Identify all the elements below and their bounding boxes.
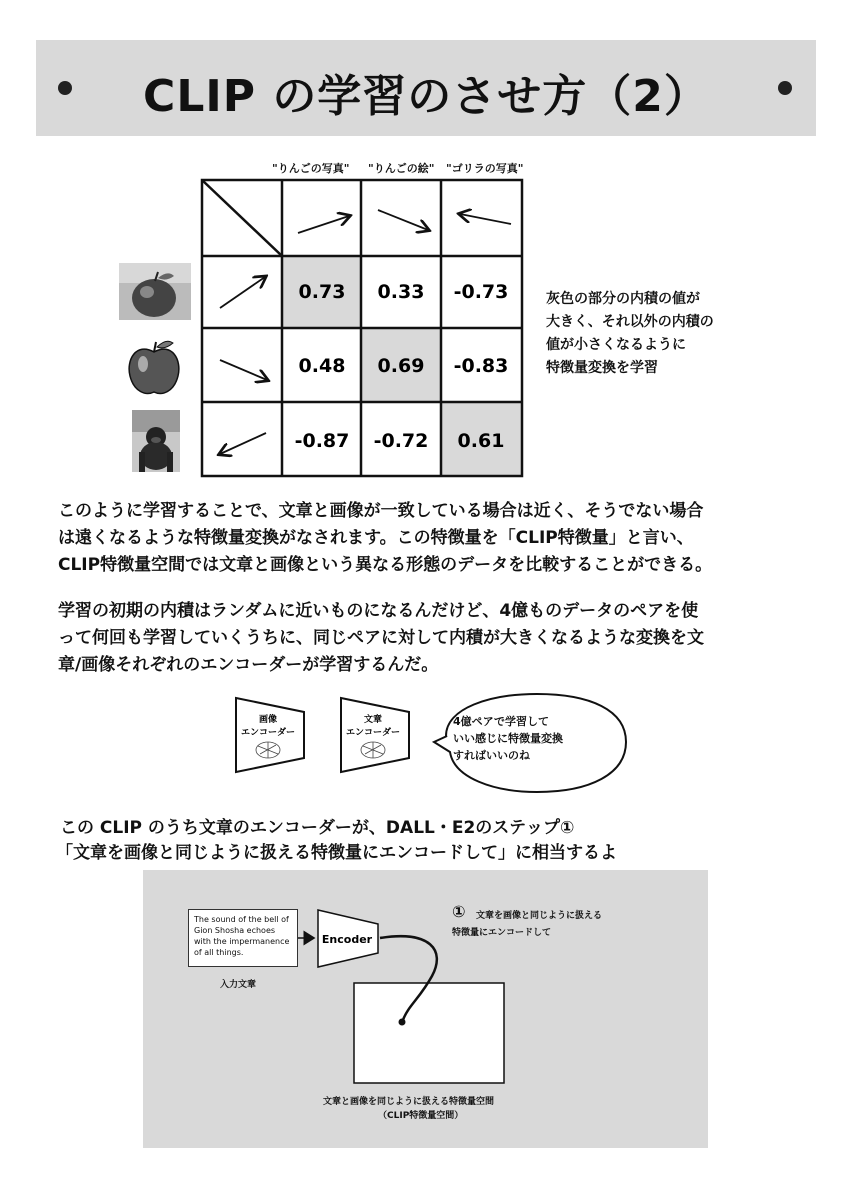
step-text-line-2: 特徴量にエンコードして xyxy=(452,928,552,938)
feature-space-box xyxy=(354,983,504,1083)
column-label-apple-drawing: "りんごの絵" xyxy=(368,162,435,175)
encoder-label: Encoder xyxy=(321,933,373,946)
svg-text:エンコーダー: エンコーダー xyxy=(345,728,401,738)
step-text-line-1: 文章を画像と同じように扱える xyxy=(476,911,603,921)
matrix-cell: -0.83 xyxy=(453,355,509,377)
input-text-box: The sound of the bell of Gion Shosha echoes with the impermanence of all things. xyxy=(188,909,298,967)
embedding-point-icon xyxy=(399,1019,406,1026)
paragraph-explanation: このように学習することで、文章と画像が一致している場合は近く、そうでない場合 は遠くなるような特徴量変換がなされます。この特徴量を「CLIP特徴量」と言い、 CLIP特徴量空間では文章と画像という異なる形態のデータを比較することができる。 xyxy=(58,501,713,575)
column-label-gorilla-photo: "ゴリラの写真" xyxy=(446,162,524,175)
matrix-cell: 0.69 xyxy=(377,355,425,377)
matrix-cell: 0.48 xyxy=(298,355,346,377)
feature-space-label: 文章と画像を同じように扱える特徴量空間 xyxy=(323,1097,495,1107)
page-title: CLIP の学習のさせ方（2） xyxy=(143,71,709,122)
svg-text:画像: 画像 xyxy=(258,715,278,725)
feature-space-sublabel: （CLIP特徴量空間） xyxy=(378,1111,464,1121)
step-line-2: 「文章を画像と同じように扱える特徴量にエンコードして」に相当するよ xyxy=(56,843,617,863)
matrix-cell: 0.61 xyxy=(457,430,505,452)
matrix-cell: -0.72 xyxy=(373,430,429,452)
step-number-badge: ① xyxy=(452,902,466,921)
side-note: 灰色の部分の内積の値が 大きく、それ以外の内積の 値が小さくなるように 特徴量変換を学習 xyxy=(546,291,714,376)
column-label-apple-photo: "りんごの写真" xyxy=(272,162,350,175)
matrix-cell: 0.73 xyxy=(298,281,346,303)
paragraph-training: 学習の初期の内積はランダムに近いものになるんだけど、4億ものデータのペアを使 って何回も学習していくうちに、同じペアに対して内積が大きくなるような変換を文 章/画像それぞれのエンコーダーが学習するんだ。 xyxy=(58,601,704,675)
matrix-cell: 0.33 xyxy=(377,281,425,303)
speech-bubble-text: 4億ペアで学習して いい感じに特徴量変換 すればいいのね xyxy=(453,715,563,762)
matrix-cell: -0.73 xyxy=(453,281,509,303)
svg-text:文章: 文章 xyxy=(363,715,383,725)
matrix-cell: -0.87 xyxy=(294,430,350,452)
step-line-1: この CLIP のうち文章のエンコーダーが、DALL・E2のステップ① xyxy=(60,818,575,838)
svg-text:エンコーダー: エンコーダー xyxy=(240,728,296,738)
input-text-label: 入力文章 xyxy=(220,980,257,990)
